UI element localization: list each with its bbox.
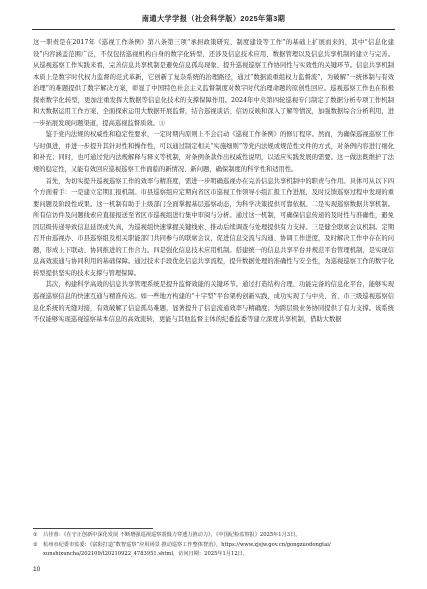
footnotes xyxy=(33,531,394,560)
paragraph: 首先，为切实提升巡视巡察工作的效率与精准度，需进一步明确巡视办在完善信息共享机制中的职责与作用。具体可从以下四个方面着手：一是建立定期汇报机制。市县巡察组应定期向省区市巡视工作领导小组汇报工作进展，及时反馈巡察过程中发现的重要问题及阶段性成果。这一机制有助于上级部门全面掌握基层巡察动态，为科学决策提供可靠依据。二是实现巡察数据共享机制。所有信访件及问题线索应直接报送至省区市巡视组进行集中审阅与分析。通过这一机制，可确保信息传递的及时性与准确性，避免因层级传递导致信息延误或失真，为巡视组快速掌握关键线索、推动后续调查与处理提供有力支持。三是健全联席会议机制。定期召开由巡视办、市县巡察组及相关职能部门共同参与的联席会议，促进信息交流与沟通、协调工作进度，及时解决工作中存在的问题，形成上下联动、协同推进的工作合力。四是强化信息技术应用机制。搭建统一的信息共享平台并规范平台管理机制，是实现信息高效流通与协同利用的基础保障。通过技术手段优化信息共享流程，提升数据处理的准确性与安全性，为巡视巡察工作的数字化转型提供坚实的技术支撑与管理保障。 xyxy=(33,177,394,277)
footnote-marker: ② xyxy=(33,541,38,548)
page-number: 10 xyxy=(33,566,41,573)
header-divider xyxy=(32,29,395,30)
footnote-text: 杭州市纪委市监委：《富阳打造“数智巡察”应用场景 推动巡察工作整体智治》，https://www.zjsjw.gov.cn/gongzuodongtai/ xyxy=(43,541,331,548)
paragraph: 鉴于党内法规的权威性和稳定性要求，一定时期内原则上不会启动《巡视工作条例》的修订程序。然而，为确保巡视巡察工作与时俱进，并进一步提升其针对性和操作性，可以通过制定相关“实施细则”等党内法规或规范性文件的方式，对条例内容进行细化和补充；同时，也可通过党内法规解释与释义等机制，对条例条款作出权威性说明，以适应实践发展的需要。这一做法既维护了法规的稳定性，又能有效回应巡视巡察工作面临的新情况、新问题，确保制度的科学性和适用性。 xyxy=(33,131,394,174)
body-text xyxy=(33,37,394,326)
paragraph: 这一职责是在2017年《巡视工作条例》第八条第三项“承担政策研究、制度建设等工作”的基础上扩展而来的，其中“信息化建设”内容涵盖范围广泛，不仅包括巡视机构自身的数字化转型，还涉及信息技术应用、数据管理以及信息共享机制的建立与完善。从巡视巡察工作实践来看，完善信息共享机制是避免信息孤岛现象、提升巡视巡察工作协同性与实效性的关键环节。信息共享机制本质上是数字时代权力监督的范式革新，它创新了复杂系统的治理路径，通过“数据流重组权力监督流”，为破解“一统体制与有效治理”的难题提供了数字解决方案，彰显了中国特色社会主义监督制度对数字时代治理命题的原创性回应。巡视巡察工作也在积极探索数字化转型，更加注重发挥大数据等信息化技术的支撑保障作用。2024年中央第四轮巡视专门制定了数据分析专项工作机制和大数据运用工作方案，全面探索运用大数据开展监督，结合巡视谈话、信访反映和深入了解等情况，加强数据综合分析利用，进一步拓展发现问题渠道，提高巡视监督质效。① xyxy=(33,39,394,127)
footnote-marker: ① xyxy=(33,532,38,538)
footnote-divider xyxy=(33,528,153,529)
paragraph: 其次，构建科学高效的信息共享管理系统是提升监督效能的关键环节。通过打造结构合理、功能完备的信息化平台，能够实现巡视巡察信息的快速互通与精准传达。如一些地方构建的“十字型”平台架构创新实践，成功实现了与中央、省、市三级巡视巡察信息化系统的无缝对接，有效破解了信息孤岛难题，显著提升了信息流通效率与精确度；为跨层级业务协同提供了有力支撑。该系统不仅能够实现巡视巡察基本信息的高效流转，更能与其他监督主体的纪委监委等建立深度共享机制，借助大数据 xyxy=(33,281,394,324)
footnote xyxy=(33,531,394,541)
running-header: 南通大学学报（社会科学版）2025年第3期 xyxy=(141,14,286,23)
footnote-continuation: xunshixuncha/202109/t20210922_4783951.shtml，访问日期：2025年1月12日。 xyxy=(43,551,248,558)
footnote-text: 吕佳蓉：《在守正创新中深化发展 不断增强巡视巡察震慑力穿透力推动力》，《中国纪检监察报》2025年1月3日。 xyxy=(43,532,301,538)
footnote xyxy=(33,541,394,551)
